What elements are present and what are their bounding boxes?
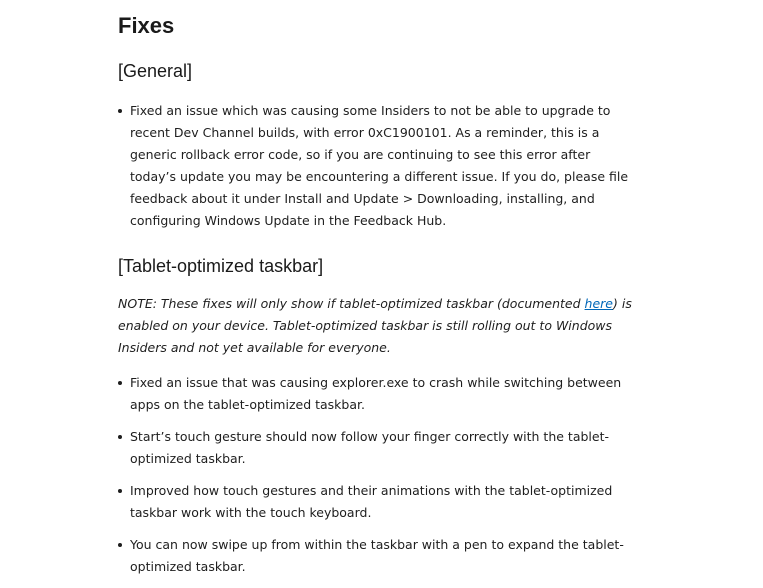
tablet-fixes-list bbox=[118, 372, 648, 588]
section-heading-general: [General] bbox=[118, 61, 193, 81]
section-heading-tablet-taskbar: [Tablet-optimized taskbar] bbox=[118, 256, 324, 276]
list-item-text: Fixed an issue that was causing explorer.exe to crash while switching between apps on the tablet-optimized taskbar. bbox=[130, 375, 622, 412]
bullet-icon bbox=[118, 109, 122, 113]
list-item bbox=[118, 426, 648, 470]
list-item-text: You can now swipe up from within the taskbar with a pen to expand the tablet-optimized taskbar. bbox=[130, 537, 624, 574]
list-item-text: Start’s touch gesture should now follow your finger correctly with the tablet-optimized taskbar. bbox=[130, 429, 609, 466]
documented-here-link[interactable]: here bbox=[584, 296, 613, 311]
tablet-note bbox=[118, 293, 653, 359]
list-item bbox=[118, 480, 648, 524]
list-item-text: Fixed an issue which was causing some Insiders to not be able to upgrade to recent Dev Channel builds, with error 0xC1900101. As a reminder, this is a generic rollback error code, so if you are continuing to see this error after today’s update you may be encountering a different issue. If you do, please file feedback about it under Install and Update > Downloading, installing, and configuring Windows Update in the Feedback Hub. bbox=[130, 103, 629, 228]
list-item-text: Improved how touch gestures and their animations with the tablet-optimized taskbar work with the touch keyboard. bbox=[130, 483, 613, 520]
page-title: Fixes bbox=[118, 13, 175, 38]
list-item bbox=[118, 100, 638, 232]
note-text-end: ) is enabled on your device. Tablet-optimized taskbar is still rolling out to Windows Insiders and not yet available for everyone. bbox=[118, 296, 632, 355]
bullet-icon bbox=[118, 543, 122, 547]
list-item bbox=[118, 534, 648, 578]
bullet-icon bbox=[118, 435, 122, 439]
list-item bbox=[118, 372, 648, 416]
bullet-icon bbox=[118, 489, 122, 493]
bullet-icon bbox=[118, 381, 122, 385]
note-text-start: NOTE: These fixes will only show if tablet-optimized taskbar (documented bbox=[118, 296, 585, 311]
general-fixes-list bbox=[118, 100, 638, 232]
